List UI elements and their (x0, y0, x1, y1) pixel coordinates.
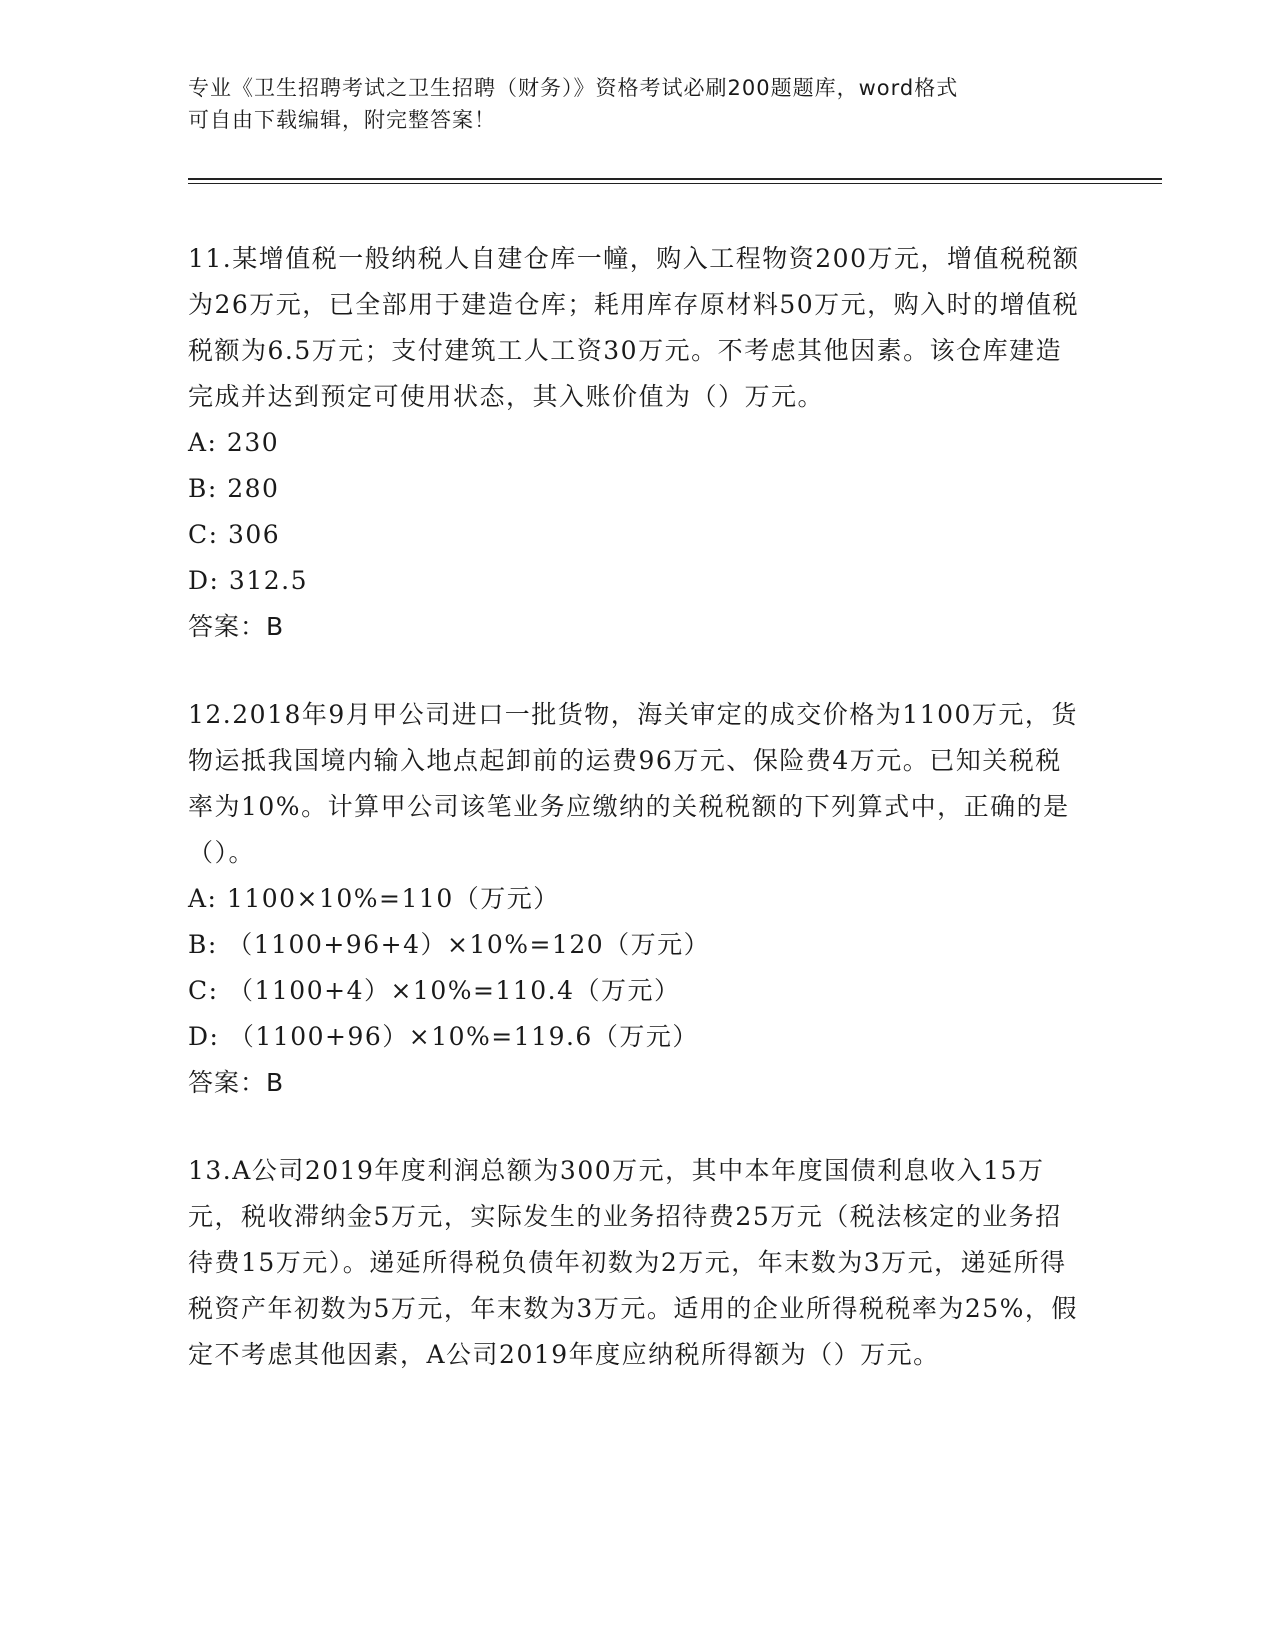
document-header (188, 72, 1088, 136)
question-stem: 11.某增值税一般纳税人自建仓库一幢，购入工程物资200万元，增值税税额为26万元，已全部用于建造仓库；耗用库存原材料50万元，购入时的增值税税额为6.5万元；支付建筑工人工资30万元。不考虑其他因素。该仓库建造完成并达到预定可使用状态，其入账价值为（）万元。 (188, 244, 1080, 411)
option-d: D: （1100+96）×10%=119.6（万元） (188, 1022, 699, 1051)
question-13 (188, 1148, 1088, 1378)
question-stem: 13.A公司2019年度利润总额为300万元，其中本年度国债利息收入15万元，税收滞纳金5万元，实际发生的业务招待费25万元（税法核定的业务招待费15万元）。递延所得税负债年初数为2万元，年末数为3万元，递延所得税资产年初数为5万元，年末数为3万元。适用的企业所得税税率为25%，假定不考虑其他因素，A公司2019年度应纳税所得额为（）万元。 (188, 1156, 1078, 1369)
question-11 (188, 236, 1088, 650)
header-line-2: 可自由下载编辑，附完整答案！ (188, 108, 496, 132)
answer-label: 答案：B (188, 612, 285, 641)
question-stem: 12.2018年9月甲公司进口一批货物，海关审定的成交价格为1100万元，货物运抵我国境内输入地点起卸前的运费96万元、保险费4万元。已知关税税率为10%。计算甲公司该笔业务应缴纳的关税税额的下列算式中，正确的是（）。 (188, 700, 1078, 867)
option-c: C: （1100+4）×10%=110.4（万元） (188, 976, 681, 1005)
option-c: C: 306 (188, 520, 281, 549)
header-divider-thick (188, 178, 1162, 180)
option-b: B: 280 (188, 474, 280, 503)
option-d: D: 312.5 (188, 566, 308, 595)
header-line-1: 专业《卫生招聘考试之卫生招聘（财务）》资格考试必刷200题题库，word格式 (188, 76, 959, 100)
option-a: A: 1100×10%=110（万元） (188, 884, 560, 913)
option-b: B: （1100+96+4）×10%=120（万元） (188, 930, 711, 959)
question-list (188, 236, 1088, 1378)
answer-label: 答案：B (188, 1068, 285, 1097)
spacer (188, 1106, 1088, 1148)
question-12 (188, 692, 1088, 1106)
option-a: A: 230 (188, 428, 280, 457)
spacer (188, 650, 1088, 692)
header-divider-thin (188, 183, 1162, 184)
